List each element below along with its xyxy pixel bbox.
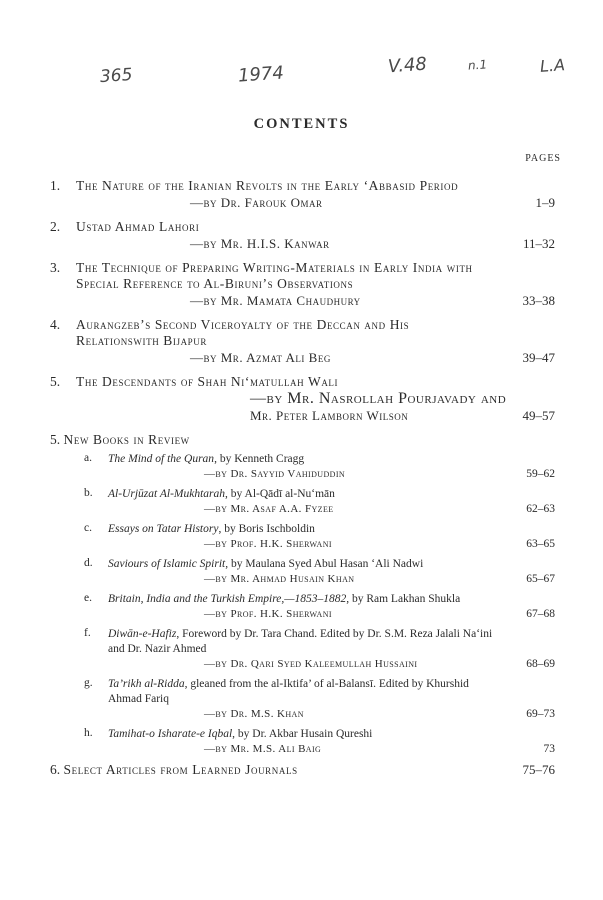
reviewer: —by Dr. Qari Syed Kaleemullah Hussaini	[204, 658, 418, 670]
handwritten-note-1: 365	[99, 64, 134, 88]
item-pages: 65–67	[526, 573, 555, 585]
entry-byline	[50, 407, 555, 425]
reviewer: —by Prof. H.K. Sherwani	[204, 608, 332, 620]
reviewer: —by Mr. Asaf A.A. Fyzee	[204, 503, 334, 515]
contents-entry	[50, 260, 555, 310]
reviewer: —by Mr. Ahmad Husain Khan	[204, 573, 355, 585]
book-title: Essays on Tatar History	[108, 523, 219, 535]
item-letter: c.	[84, 522, 92, 534]
book-details: , by Al-Qādī al-Nu‘mān	[225, 488, 335, 500]
book-title: Al-Urjūzat Al-Mukhtarah	[108, 488, 226, 500]
entry-pages: 49–57	[522, 408, 555, 423]
book-title: Britain, India and the Turkish Empire,—1853–1882	[108, 593, 347, 605]
entry-author: —by Mr. Nasrollah Pourjavady and	[250, 390, 507, 407]
entry-author: —by Mr. Azmat Ali Beg	[190, 350, 331, 365]
reviewer: —by Prof. H.K. Sherwani	[204, 538, 332, 550]
item-pages: 62–63	[526, 503, 555, 515]
entry-title: Select Articles from Learned Journals	[63, 762, 298, 777]
item-letter: f.	[84, 627, 91, 639]
contents-entry	[50, 219, 555, 253]
book-review-list	[50, 452, 555, 757]
item-letter: d.	[84, 557, 93, 569]
book-details: , by Maulana Syed Abul Hasan ‘Ali Nadwi	[225, 558, 424, 570]
book-details: , by Ram Lakhan Shukla	[346, 593, 461, 605]
entry-byline	[50, 349, 555, 367]
book-title: Ta’rikh al-Ridda	[108, 678, 185, 690]
entry-pages: 75–76	[522, 762, 555, 777]
book-title: Saviours of Islamic Spirit	[108, 558, 226, 570]
item-pages: 63–65	[526, 538, 555, 550]
item-letter: e.	[84, 592, 92, 604]
item-letter: h.	[84, 727, 93, 739]
book-details: , gleaned from the al-Iktifa’ of al-Balansī. Edited by Khurshid Ahmad Fariq	[108, 678, 469, 705]
entry-title: Ustad Ahmad Lahori	[76, 219, 200, 234]
entry-byline	[50, 235, 555, 253]
book-review-item	[84, 487, 555, 517]
entry-author: —by Mr. Mamata Chaudhury	[190, 293, 361, 308]
entry-number: 5.	[50, 432, 61, 447]
entry-number: 6.	[50, 762, 61, 777]
contents-list	[50, 178, 555, 778]
reviewer: —by Dr. Sayyid Vahiduddin	[204, 468, 346, 480]
item-letter: b.	[84, 487, 93, 499]
entry-pages: 33–38	[522, 293, 555, 308]
contents-entry	[50, 374, 555, 425]
handwritten-note-4: n.1	[467, 57, 488, 73]
item-pages: 69–73	[526, 708, 555, 720]
page-title: CONTENTS	[253, 116, 350, 132]
item-pages: 73	[543, 743, 555, 755]
entry-number: 2.	[50, 219, 61, 234]
entry-title: The Technique of Preparing Writing-Materials in Early India with Special Reference to Al-Biruni’s Observations	[76, 260, 473, 291]
entry-number: 4.	[50, 317, 61, 332]
entry-author: —by Mr. H.I.S. Kanwar	[190, 236, 330, 251]
entry-byline	[50, 194, 555, 212]
contents-entry	[50, 178, 555, 212]
item-letter: a.	[84, 452, 92, 464]
book-title: Tamihat-o Isharate-e Iqbal	[108, 728, 233, 740]
item-letter: g.	[84, 677, 93, 689]
book-review-item	[84, 677, 555, 722]
entry-number: 1.	[50, 178, 61, 193]
pages-column-header: PAGES	[525, 153, 561, 164]
section-title: New Books in Review	[63, 432, 190, 447]
entry-pages: 39–47	[522, 350, 555, 365]
entry-byline	[50, 292, 555, 310]
entry-number: 5.	[50, 374, 61, 389]
entry-pages: 11–32	[522, 236, 555, 251]
book-review-item	[84, 627, 555, 672]
book-review-item	[84, 727, 555, 757]
entry-pages: 1–9	[535, 195, 555, 210]
item-pages: 68–69	[526, 658, 555, 670]
new-books-heading	[50, 432, 555, 448]
book-details: , by Dr. Akbar Husain Qureshi	[232, 728, 373, 740]
book-details: , Foreword by Dr. Tara Chand. Edited by Dr. S.M. Reza Jalali Na‘ini and Dr. Nazir Ahmed	[108, 628, 493, 655]
entry-title: The Descendants of Shah Ni‘matullah Wali	[76, 374, 339, 389]
book-details: , by Kenneth Cragg	[214, 453, 305, 465]
book-title: Diwān-e-Hafiz	[108, 628, 177, 640]
book-review-item	[84, 452, 555, 482]
handwritten-note-5: L.A	[539, 55, 566, 76]
entry-title: Aurangzeb’s Second Viceroyalty of the Deccan and His Relationswith Bijapur	[76, 317, 410, 348]
handwritten-note-2: 1974	[237, 62, 285, 87]
contents-entry-last	[50, 762, 555, 778]
entry-number: 3.	[50, 260, 61, 275]
handwritten-note-3: V.48	[387, 53, 428, 78]
book-details: , by Boris Ischboldin	[218, 523, 315, 535]
reviewer: —by Dr. M.S. Khan	[204, 708, 304, 720]
book-review-item	[84, 592, 555, 622]
entry-author: —by Dr. Farouk Omar	[190, 195, 323, 210]
entry-title: The Nature of the Iranian Revolts in the Early ‘Abbasid Period	[76, 178, 459, 193]
reviewer: —by Mr. M.S. Ali Baig	[204, 743, 322, 755]
book-review-item	[84, 522, 555, 552]
contents-entry	[50, 317, 555, 367]
book-review-item	[84, 557, 555, 587]
entry-author-second: Mr. Peter Lamborn Wilson	[250, 408, 409, 423]
item-pages: 59–62	[526, 468, 555, 480]
book-title: The Mind of the Quran	[108, 453, 215, 465]
item-pages: 67–68	[526, 608, 555, 620]
